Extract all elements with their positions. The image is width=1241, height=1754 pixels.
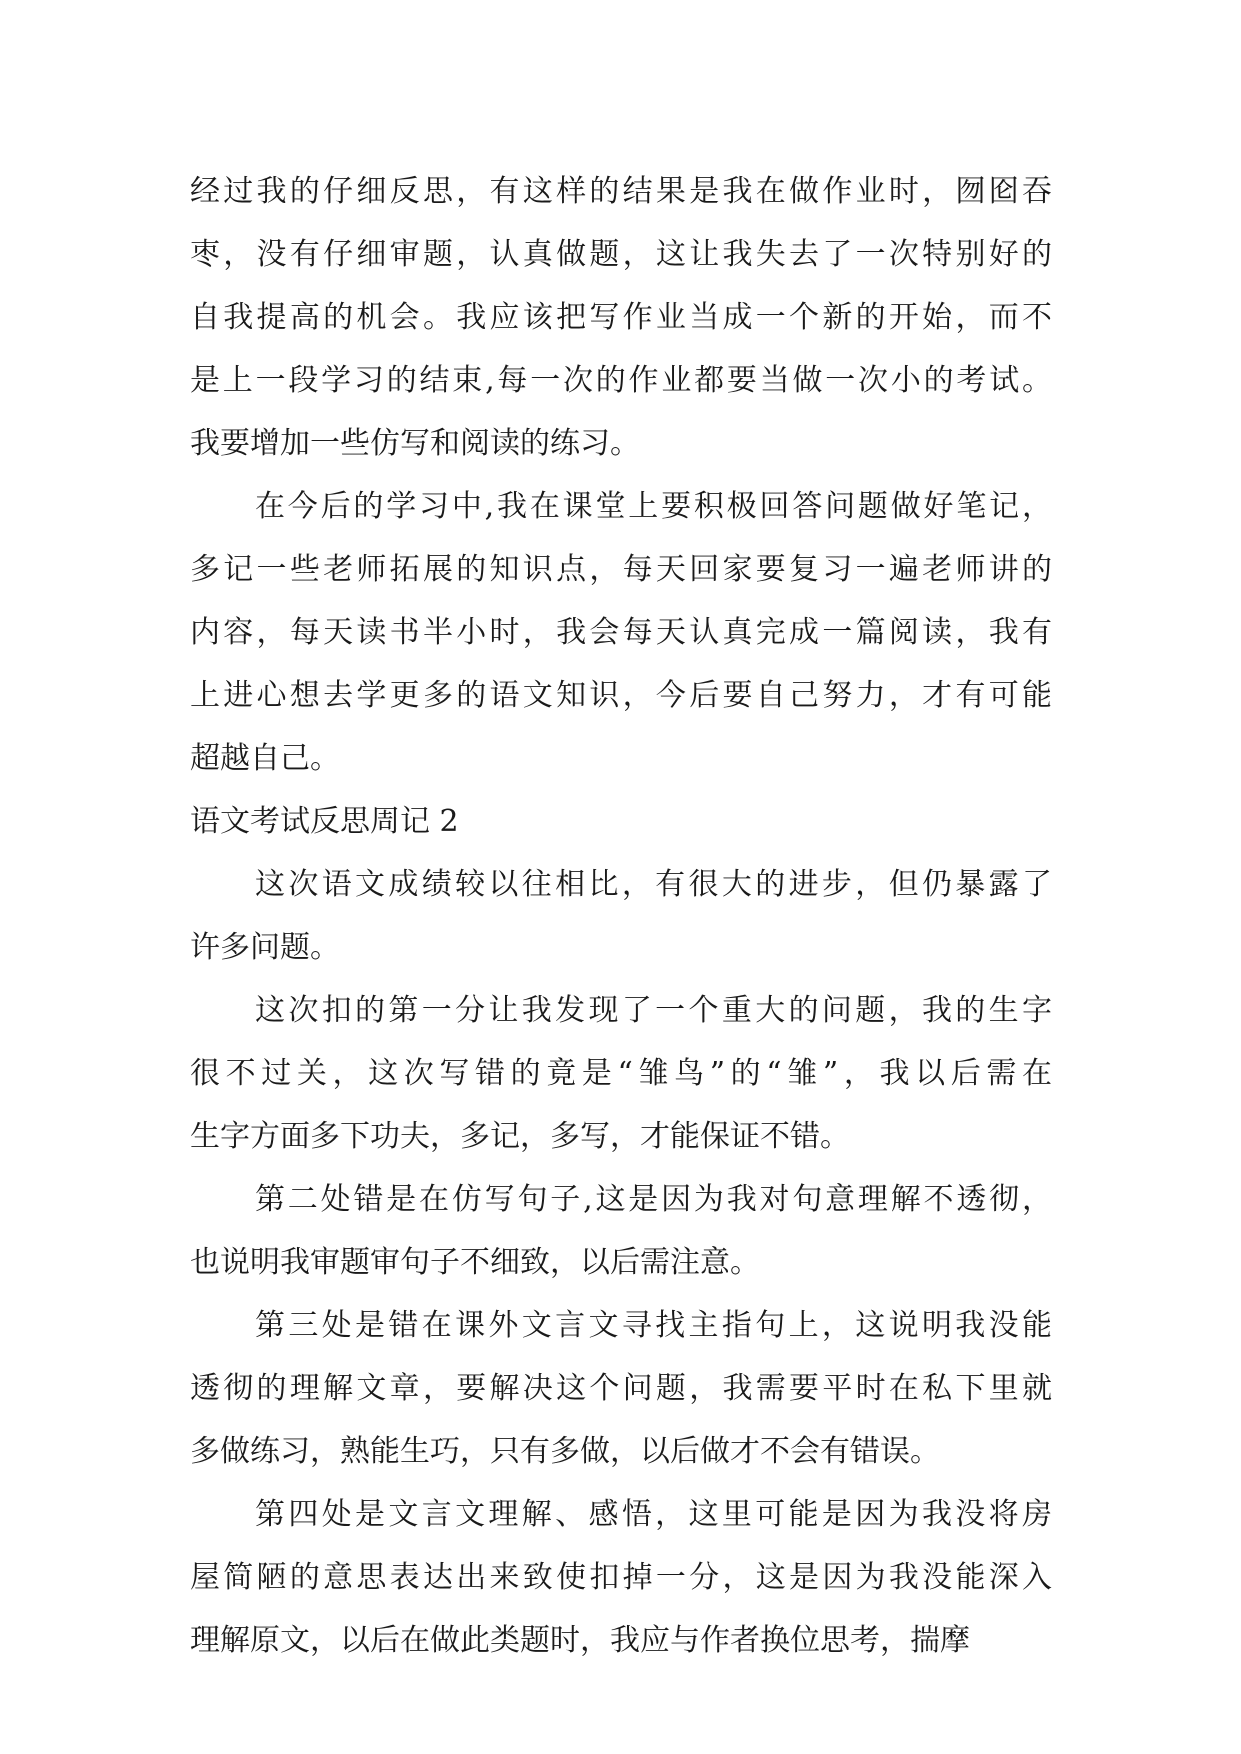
paragraph	[190, 853, 1052, 979]
paragraph-line: 在今后的学习中,我在课堂上要积极回答问题做好笔记，	[255, 489, 1052, 524]
paragraph-line: 生字方面多下功夫，多记，多写，才能保证不错。	[190, 1119, 850, 1154]
paragraph-line: 也说明我审题审句子不细致，以后需注意。	[190, 1245, 760, 1280]
paragraph	[190, 1168, 1052, 1294]
paragraph	[190, 979, 1052, 1168]
paragraph	[190, 475, 1052, 790]
paragraph-line: 理解原文，以后在做此类题时，我应与作者换位思考，揣摩	[190, 1623, 970, 1658]
paragraph-line: 枣，没有仔细审题，认真做题，这让我失去了一次特别好的	[190, 237, 1052, 272]
paragraph-line: 经过我的仔细反思，有这样的结果是我在做作业时，囫囵吞	[190, 174, 1052, 209]
paragraph-line: 自我提高的机会。我应该把写作业当成一个新的开始，而不	[190, 300, 1052, 335]
paragraph-line: 上进心想去学更多的语文知识，今后要自己努力，才有可能	[190, 678, 1052, 713]
paragraph	[190, 1294, 1052, 1483]
paragraph-line: 是上一段学习的结束,每一次的作业都要当做一次小的考试。	[190, 363, 1052, 398]
paragraph	[190, 160, 1052, 475]
paragraph-line: 多记一些老师拓展的知识点，每天回家要复习一遍老师讲的	[190, 552, 1052, 587]
paragraph-line: 内容，每天读书半小时，我会每天认真完成一篇阅读，我有	[190, 615, 1052, 650]
document-page	[190, 160, 1052, 1672]
paragraph-line: 第二处错是在仿写句子,这是因为我对句意理解不透彻，	[255, 1182, 1052, 1217]
paragraph-line: 第四处是文言文理解、感悟，这里可能是因为我没将房	[255, 1497, 1052, 1532]
paragraph-line: 许多问题。	[190, 930, 340, 965]
paragraph-line: 多做练习，熟能生巧，只有多做，以后做才不会有错误。	[190, 1434, 940, 1469]
paragraph	[190, 1483, 1052, 1672]
paragraph-line: 超越自己。	[190, 741, 340, 776]
paragraph-line: 屋简陋的意思表达出来致使扣掉一分，这是因为我没能深入	[190, 1560, 1052, 1595]
paragraph-line: 第三处是错在课外文言文寻找主指句上，这说明我没能	[255, 1308, 1052, 1343]
section-heading: 语文考试反思周记 2	[190, 804, 459, 839]
paragraph-line: 透彻的理解文章，要解决这个问题，我需要平时在私下里就	[190, 1371, 1052, 1406]
paragraph-line: 我要增加一些仿写和阅读的练习。	[190, 426, 640, 461]
paragraph-line: 这次语文成绩较以往相比，有很大的进步，但仍暴露了	[255, 867, 1052, 902]
paragraph-line: 这次扣的第一分让我发现了一个重大的问题，我的生字	[255, 993, 1052, 1028]
paragraph-line: 很不过关，这次写错的竟是“雏鸟”的“雏”，我以后需在	[190, 1056, 1052, 1091]
